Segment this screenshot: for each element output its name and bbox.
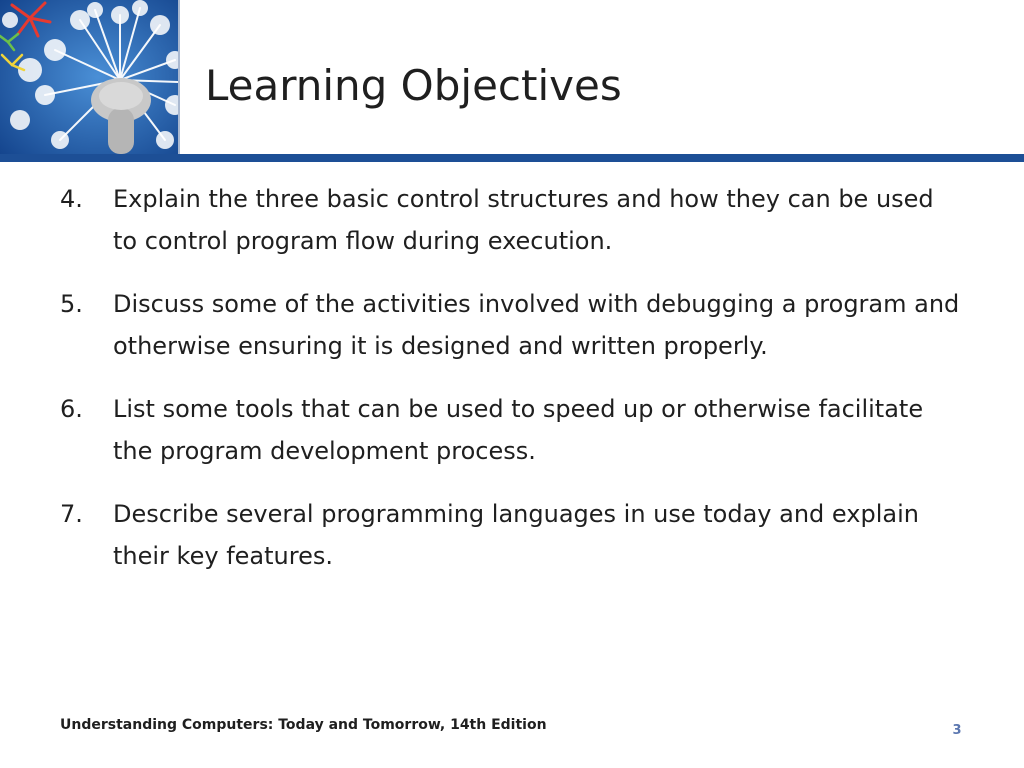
objective-number: 7. [60,500,83,528]
footer-book-title: Understanding Computers: Today and Tomorrow, 14th Edition [60,717,547,733]
header-art-divider [178,0,180,154]
objective-text: Discuss some of the activities involved with debugging a program and otherwise ensuring it is designed and written properly. [113,290,960,360]
objective-text: Explain the three basic control structures and how they can be used to control program flow during execution. [113,185,934,255]
dandelion-illustration [0,0,178,154]
objective-item [60,178,960,262]
objective-text: List some tools that can be used to speed up or otherwise facilitate the program development process. [113,395,924,465]
objective-number: 4. [60,185,83,213]
objective-text: Describe several programming languages in use today and explain their key features. [113,500,919,570]
slide-title: Learning Objectives [205,61,622,110]
objective-number: 6. [60,395,83,423]
slide-page-number: 3 [952,723,962,738]
dandelion-header-image [0,0,178,154]
objectives-list [60,178,960,598]
objective-item [60,493,960,577]
objective-number: 5. [60,290,83,318]
objective-item [60,388,960,472]
objective-item [60,283,960,367]
header-rule [0,154,1024,162]
